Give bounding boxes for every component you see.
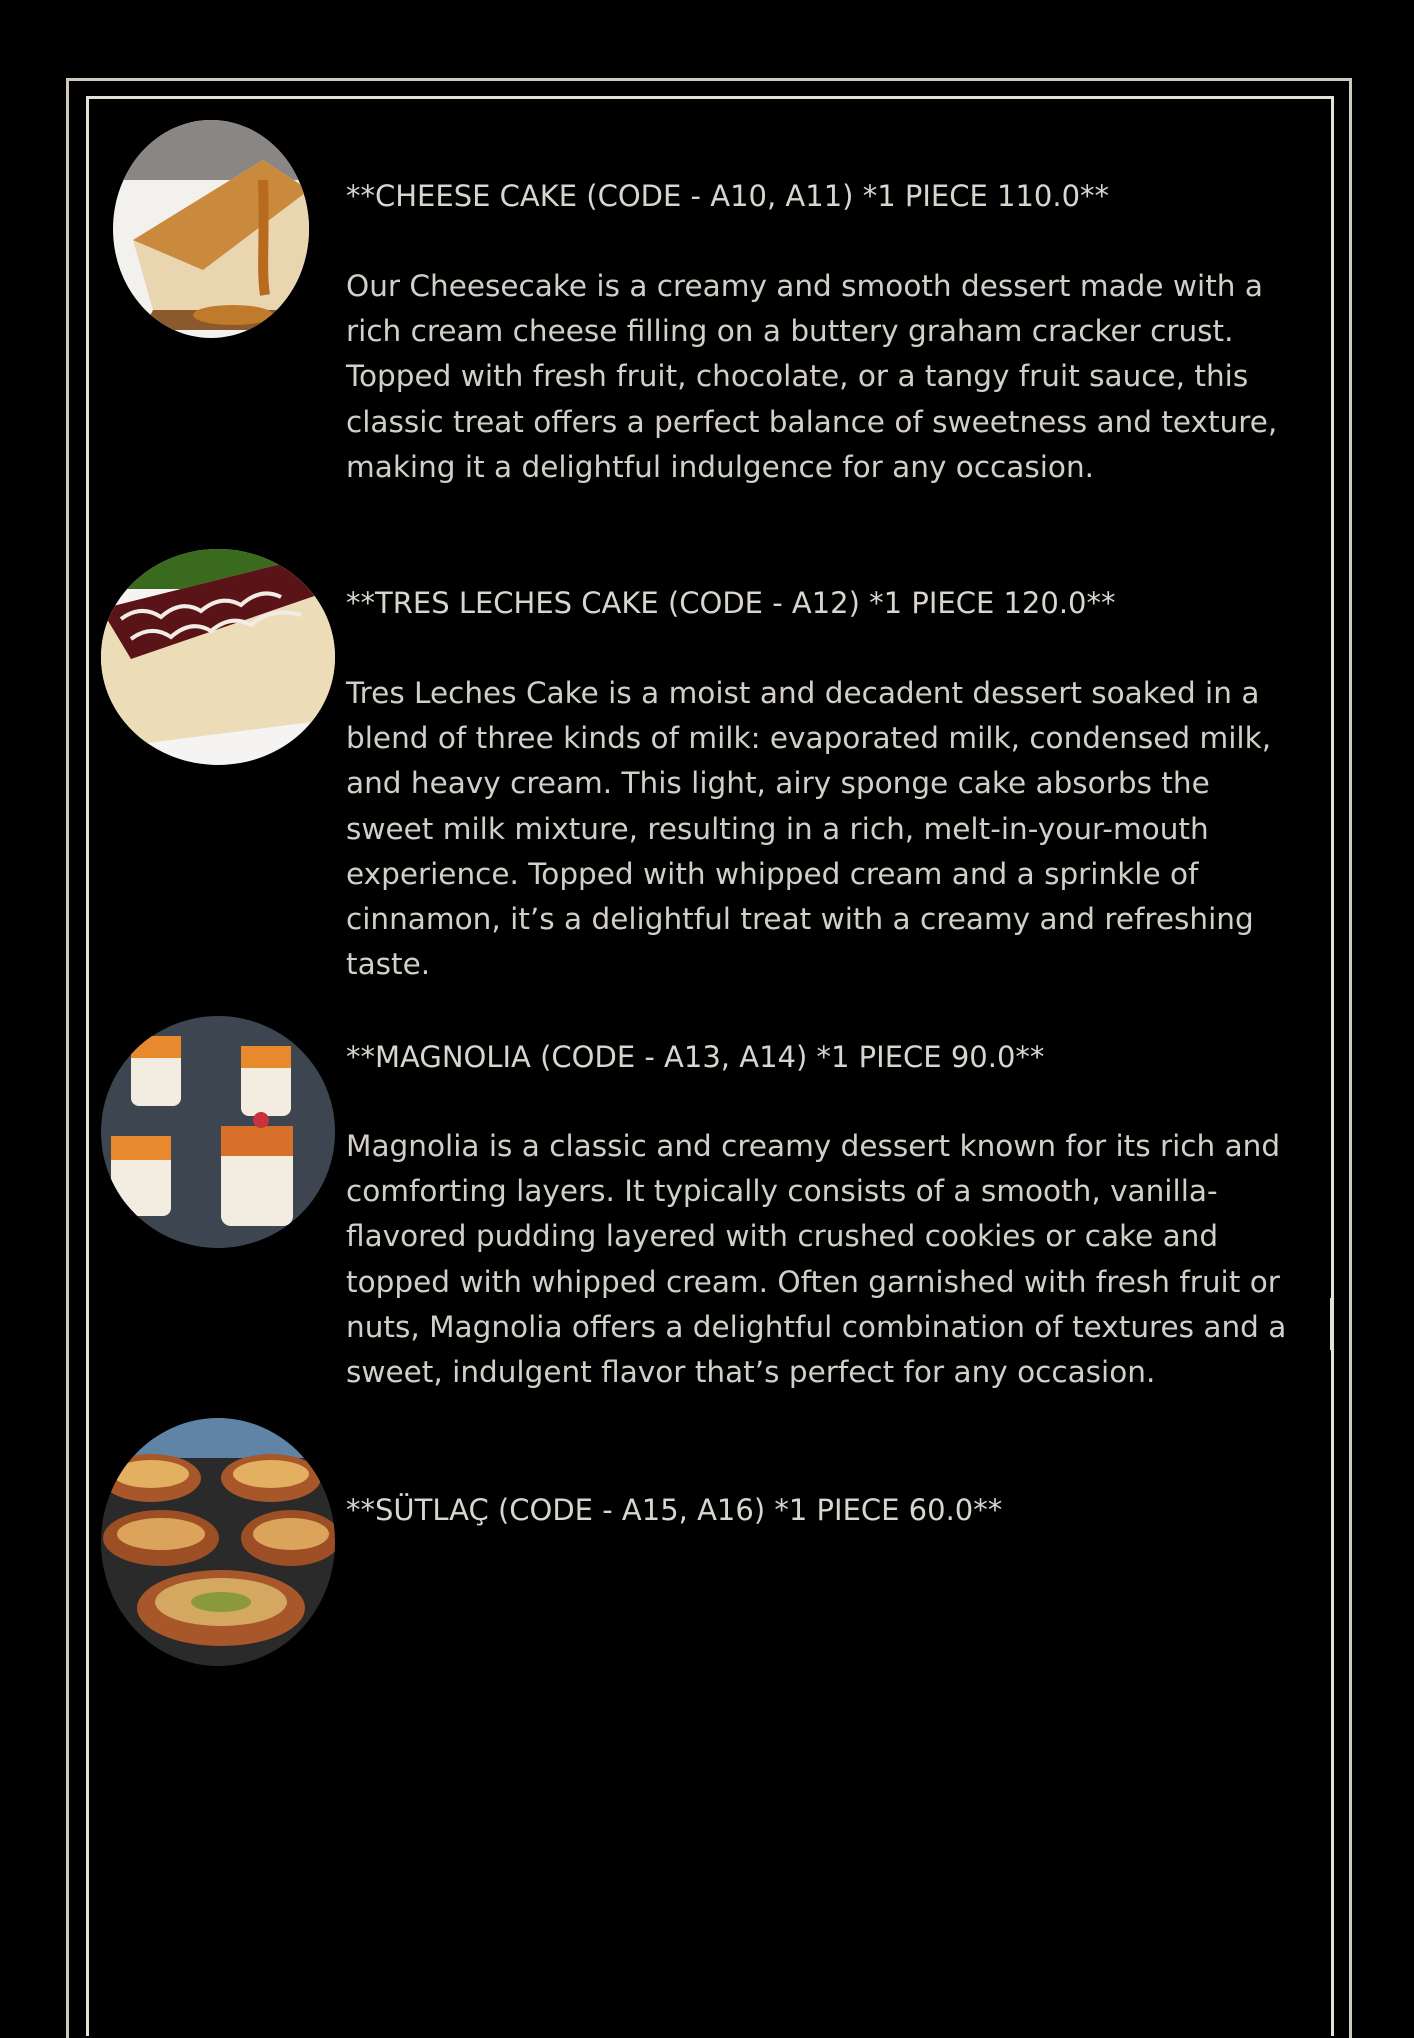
item-description: Our Cheesecake is a creamy and smooth dessert made with a rich cream cheese filling on a buttery graham cracker crust. Topped with fresh fruit, chocolate, or a tangy fruit sauce, this classic treat offers a perfect balance of sweetness and texture, making it a delightful indulgence for any occasion. <box>346 269 1278 484</box>
item-heading: **MAGNOLIA (CODE - A13, A14) *1 PIECE 90.0** <box>346 1040 1045 1074</box>
item-heading: **CHEESE CAKE (CODE - A10, A11) *1 PIECE 110.0** <box>346 179 1110 213</box>
cheesecake-image <box>113 120 309 338</box>
frame-notch <box>1330 1298 1352 1350</box>
magnolia-image <box>101 1016 335 1248</box>
item-description: Magnolia is a classic and creamy dessert known for its rich and comforting layers. It typically consists of a smooth, vanilla-flavored pudding layered with crushed cookies or cake and topped with whipped cream. Often garnished with fresh fruit or nuts, Magnolia offers a delightful combination of textures and a sweet, indulgent flavor that’s perfect for any occasion. <box>346 1129 1287 1390</box>
item-heading: **SÜTLAÇ (CODE - A15, A16) *1 PIECE 60.0** <box>346 1493 1003 1527</box>
item-description: Tres Leches Cake is a moist and decadent dessert soaked in a blend of three kinds of milk: evaporated milk, condensed milk, and heavy cream. This light, airy sponge cake absorbs the sweet milk mixture, resulting in a rich, melt-in-your-mouth experience. Topped with whipped cream and a sprinkle of cinnamon, it’s a delightful treat with a creamy and refreshing taste. <box>346 676 1272 982</box>
sutlac-image <box>101 1418 335 1666</box>
tres-leches-image <box>101 549 335 765</box>
item-heading: **TRES LECHES CAKE (CODE - A12) *1 PIECE 120.0** <box>346 586 1116 620</box>
